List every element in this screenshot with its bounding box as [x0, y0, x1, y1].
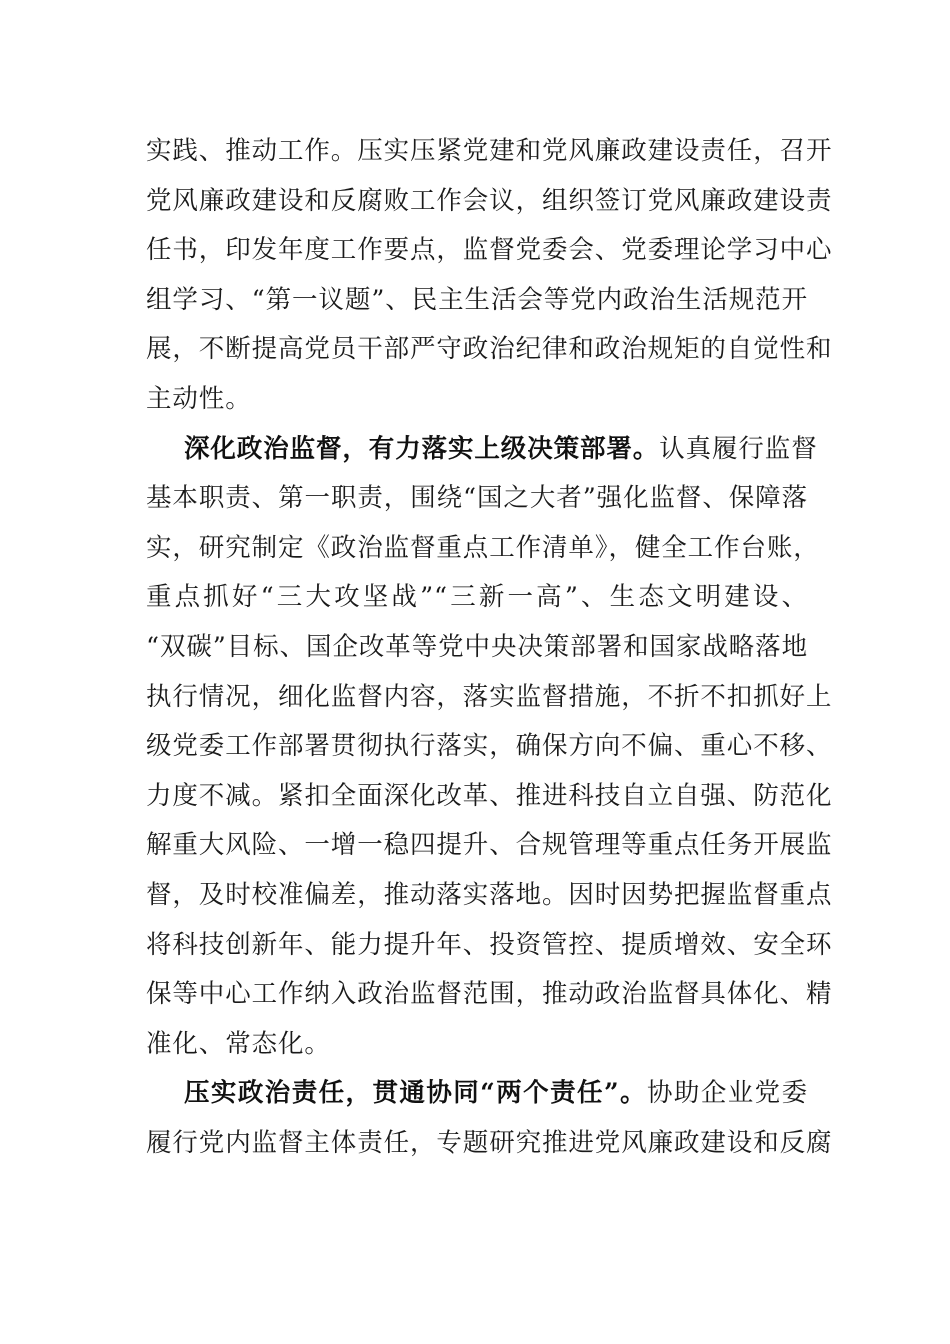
document-body — [146, 127, 833, 1168]
text-line: 执行情况，细化监督内容，落实监督措施，不折不扣抓好上 — [146, 681, 833, 712]
text-line: 力度不减。紧扣全面深化改革、推进科技自立自强、防范化 — [146, 780, 833, 811]
paragraph-3 — [146, 1069, 833, 1168]
text-line: 级党委工作部署贯彻执行落实，确保方向不偏、重心不移、 — [146, 731, 833, 762]
text-line: 重点抓好“三大攻坚战”“三新一高”、生态文明建设、 — [146, 582, 808, 613]
paragraph-text: 认真履行监督 — [659, 433, 818, 464]
text-line — [146, 1069, 808, 1119]
text-line: 准化、常态化。 — [146, 1028, 331, 1059]
paragraph-text: 协助企业党委 — [646, 1078, 808, 1109]
paragraph-heading: 深化政治监督，有力落实上级决策部署。 — [184, 433, 660, 464]
text-line: 组学习、“第一议题”、民主生活会等党内政治生活规范开 — [146, 284, 808, 315]
text-line: 实，研究制定《政治监督重点工作清单》，健全工作台账， — [146, 532, 820, 563]
text-line: “双碳”目标、国企改革等党中央决策部署和国家战略落地 — [146, 631, 808, 662]
paragraph-2 — [146, 425, 833, 1070]
text-line: 将科技创新年、能力提升年、投资管控、提质增效、安全环 — [146, 929, 833, 960]
text-line: 履行党内监督主体责任，专题研究推进党风廉政建设和反腐 — [146, 1127, 833, 1158]
text-line: 展，不断提高党员干部严守政治纪律和政治规矩的自觉性和 — [146, 334, 833, 365]
text-line: 实践、推动工作。压实压紧党建和党风廉政建设责任，召开 — [146, 136, 833, 166]
paragraph-1 — [146, 127, 833, 425]
text-line: 解重大风险、一增一稳四提升、合规管理等重点任务开展监 — [146, 830, 833, 861]
text-line: 主动性。 — [146, 383, 252, 414]
text-line: 党风廉政建设和反腐败工作会议，组织签订党风廉政建设责 — [146, 185, 833, 216]
text-line — [146, 425, 818, 475]
text-line: 任书，印发年度工作要点，监督党委会、党委理论学习中心 — [146, 235, 833, 266]
text-line: 基本职责、第一职责，围绕“国之大者”强化监督、保障落 — [146, 483, 808, 514]
text-line: 保等中心工作纳入政治监督范围，推动政治监督具体化、精 — [146, 979, 833, 1010]
text-line: 督，及时校准偏差，推动落实落地。因时因势把握监督重点 — [146, 879, 833, 910]
paragraph-heading: 压实政治责任，贯通协同“两个责任”。 — [184, 1078, 647, 1109]
